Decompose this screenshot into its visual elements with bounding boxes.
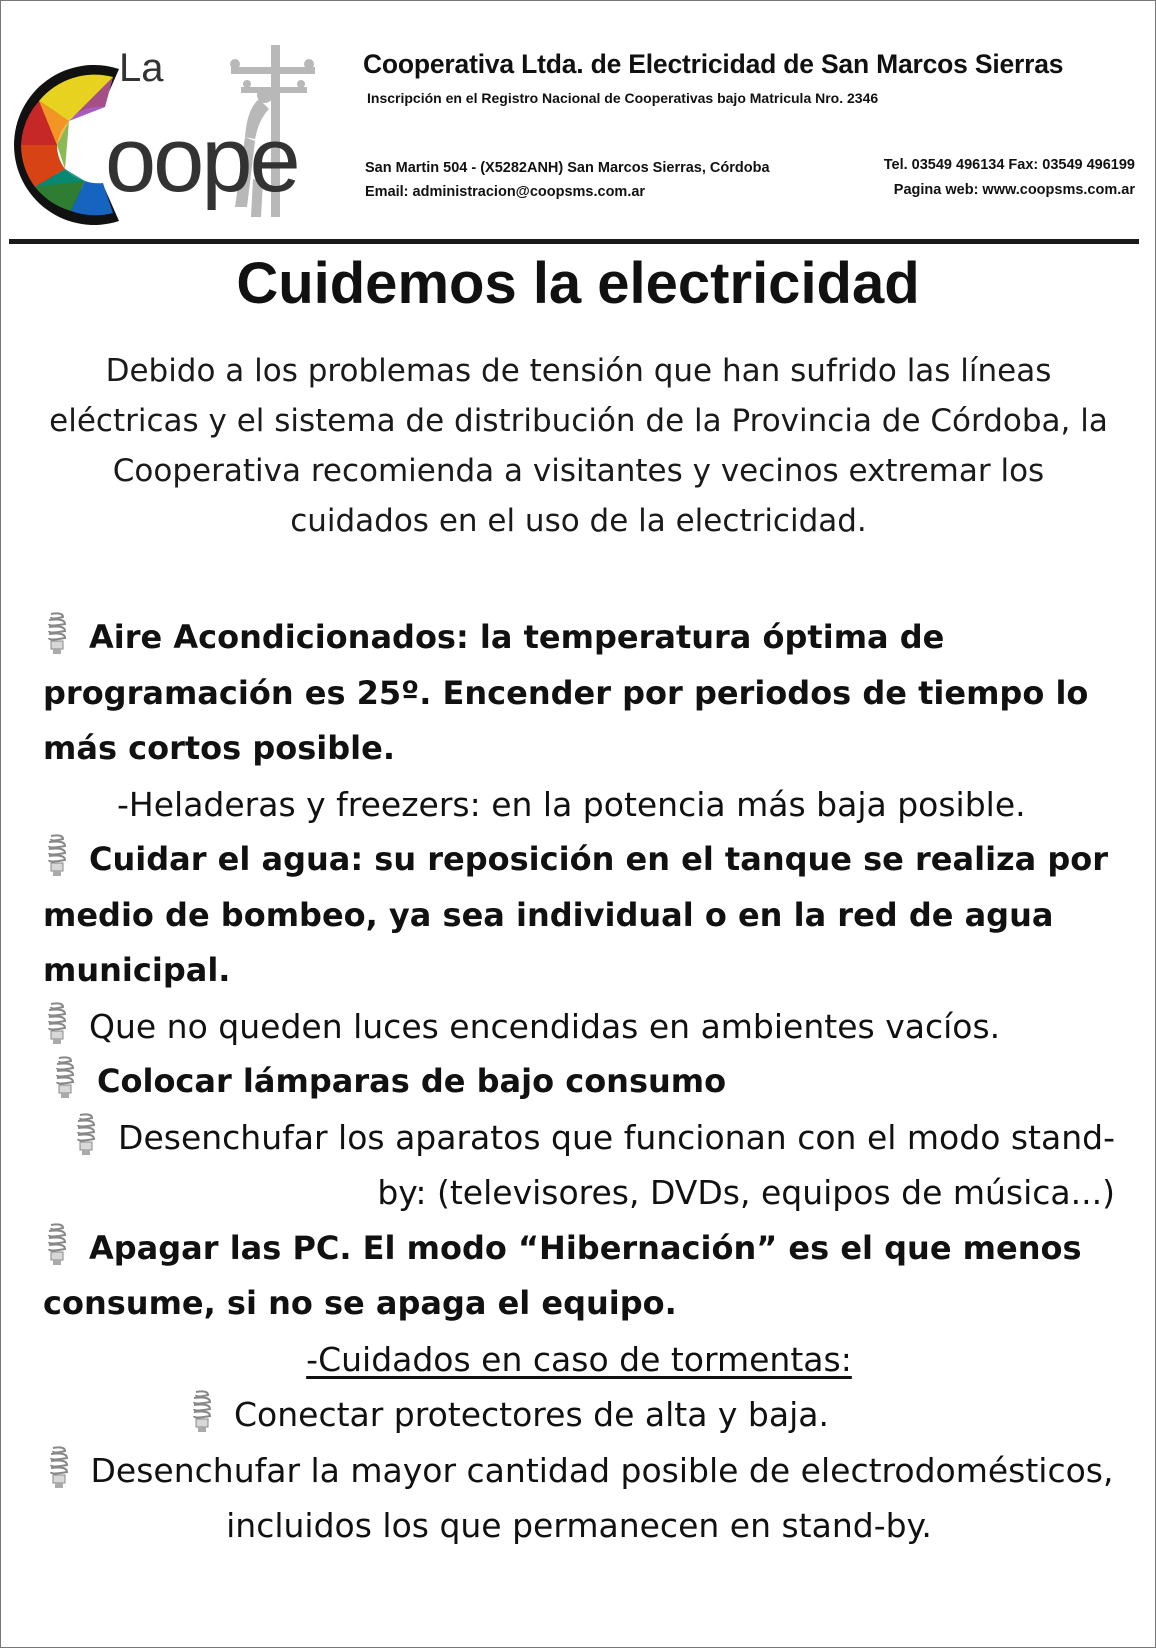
storms-heading: -Cuidados en caso de tormentas: — [306, 1339, 852, 1379]
tips-list — [43, 610, 1115, 1554]
tip-heladeras — [43, 777, 1115, 833]
tip-standby — [43, 1110, 1115, 1221]
logo-c-mark — [14, 65, 119, 225]
page-title: Cuidemos la electricidad — [236, 251, 920, 316]
tip-pc-text: Apagar las PC. El modo “Hibernación” es el que menos consume, si no se apaga el equipo. — [43, 1228, 1082, 1322]
header-divider — [9, 239, 1139, 244]
org-website[interactable]: Pagina web: www.coopsms.com.ar — [893, 182, 1135, 198]
tip-standby-text: Desenchufar los aparatos que funcionan con el modo stand-by: (televisores, DVDs, equipos de música...) — [118, 1117, 1115, 1212]
tip-luces — [43, 999, 1115, 1055]
cfl-bulb-icon — [72, 1111, 100, 1157]
tip-luces-text: Que no queden luces encendidas en ambientes vacíos. — [89, 1006, 1001, 1046]
org-registration: Inscripción en el Registro Nacional de Cooperativas bajo Matricula Nro. 2346 — [367, 90, 879, 106]
tip-aire — [43, 610, 1115, 777]
org-email[interactable]: Email: administracion@coopsms.com.ar — [365, 184, 646, 200]
coope-logo — [9, 39, 354, 229]
cfl-bulb-icon — [45, 1444, 73, 1490]
cfl-bulb-icon — [51, 1054, 79, 1100]
org-name: Cooperativa Ltda. de Electricidad de San Marcos Sierras — [363, 49, 1064, 79]
cfl-bulb-icon — [43, 610, 71, 656]
org-phone: Tel. 03549 496134 Fax: 03549 496199 — [883, 157, 1135, 173]
logo-small-word: La — [119, 46, 164, 90]
tip-lamparas-text: Colocar lámparas de bajo consumo — [97, 1062, 727, 1100]
tip-heladeras-text: -Heladeras y freezers: en la potencia más baja posible. — [117, 784, 1026, 824]
tip-agua-text: Cuidar el agua: su reposición en el tanque se realiza por medio de bombeo, ya sea individual o en la red de agua municipal. — [43, 840, 1109, 989]
tip-aire-text: Aire Acondicionados: la temperatura óptima de programación es 25º. Encender por periodos de tiempo lo más cortos posible. — [43, 618, 1089, 767]
tip-pc — [43, 1221, 1115, 1332]
intro-paragraph: Debido a los problemas de tensión que han sufrido las líneas eléctricas y el sistema de distribución de la Provincia de Córdoba, la Cooperativa recomienda a visitantes y vecinos extremar los cuidados en el uso de la electricidad. — [49, 353, 1108, 539]
storm-tip-protectores-text: Conectar protectores de alta y baja. — [234, 1395, 829, 1434]
cfl-bulb-icon — [43, 832, 71, 878]
tip-agua — [43, 832, 1115, 999]
org-address: San Martin 504 - (X5282ANH) San Marcos Sierras, Córdoba — [365, 160, 770, 176]
logo-big-word: oope — [105, 109, 298, 211]
cfl-bulb-icon — [43, 1000, 71, 1046]
cfl-bulb-icon — [43, 1221, 71, 1267]
tip-lamparas — [43, 1054, 1115, 1110]
storm-tip-protectores — [43, 1387, 1115, 1443]
cfl-bulb-icon — [188, 1388, 216, 1434]
storm-tip-desenchufar — [43, 1443, 1115, 1554]
storm-tip-desenchufar-text: Desenchufar la mayor cantidad posible de electrodomésticos, incluidos los que permanecen en stand-by. — [90, 1450, 1114, 1545]
